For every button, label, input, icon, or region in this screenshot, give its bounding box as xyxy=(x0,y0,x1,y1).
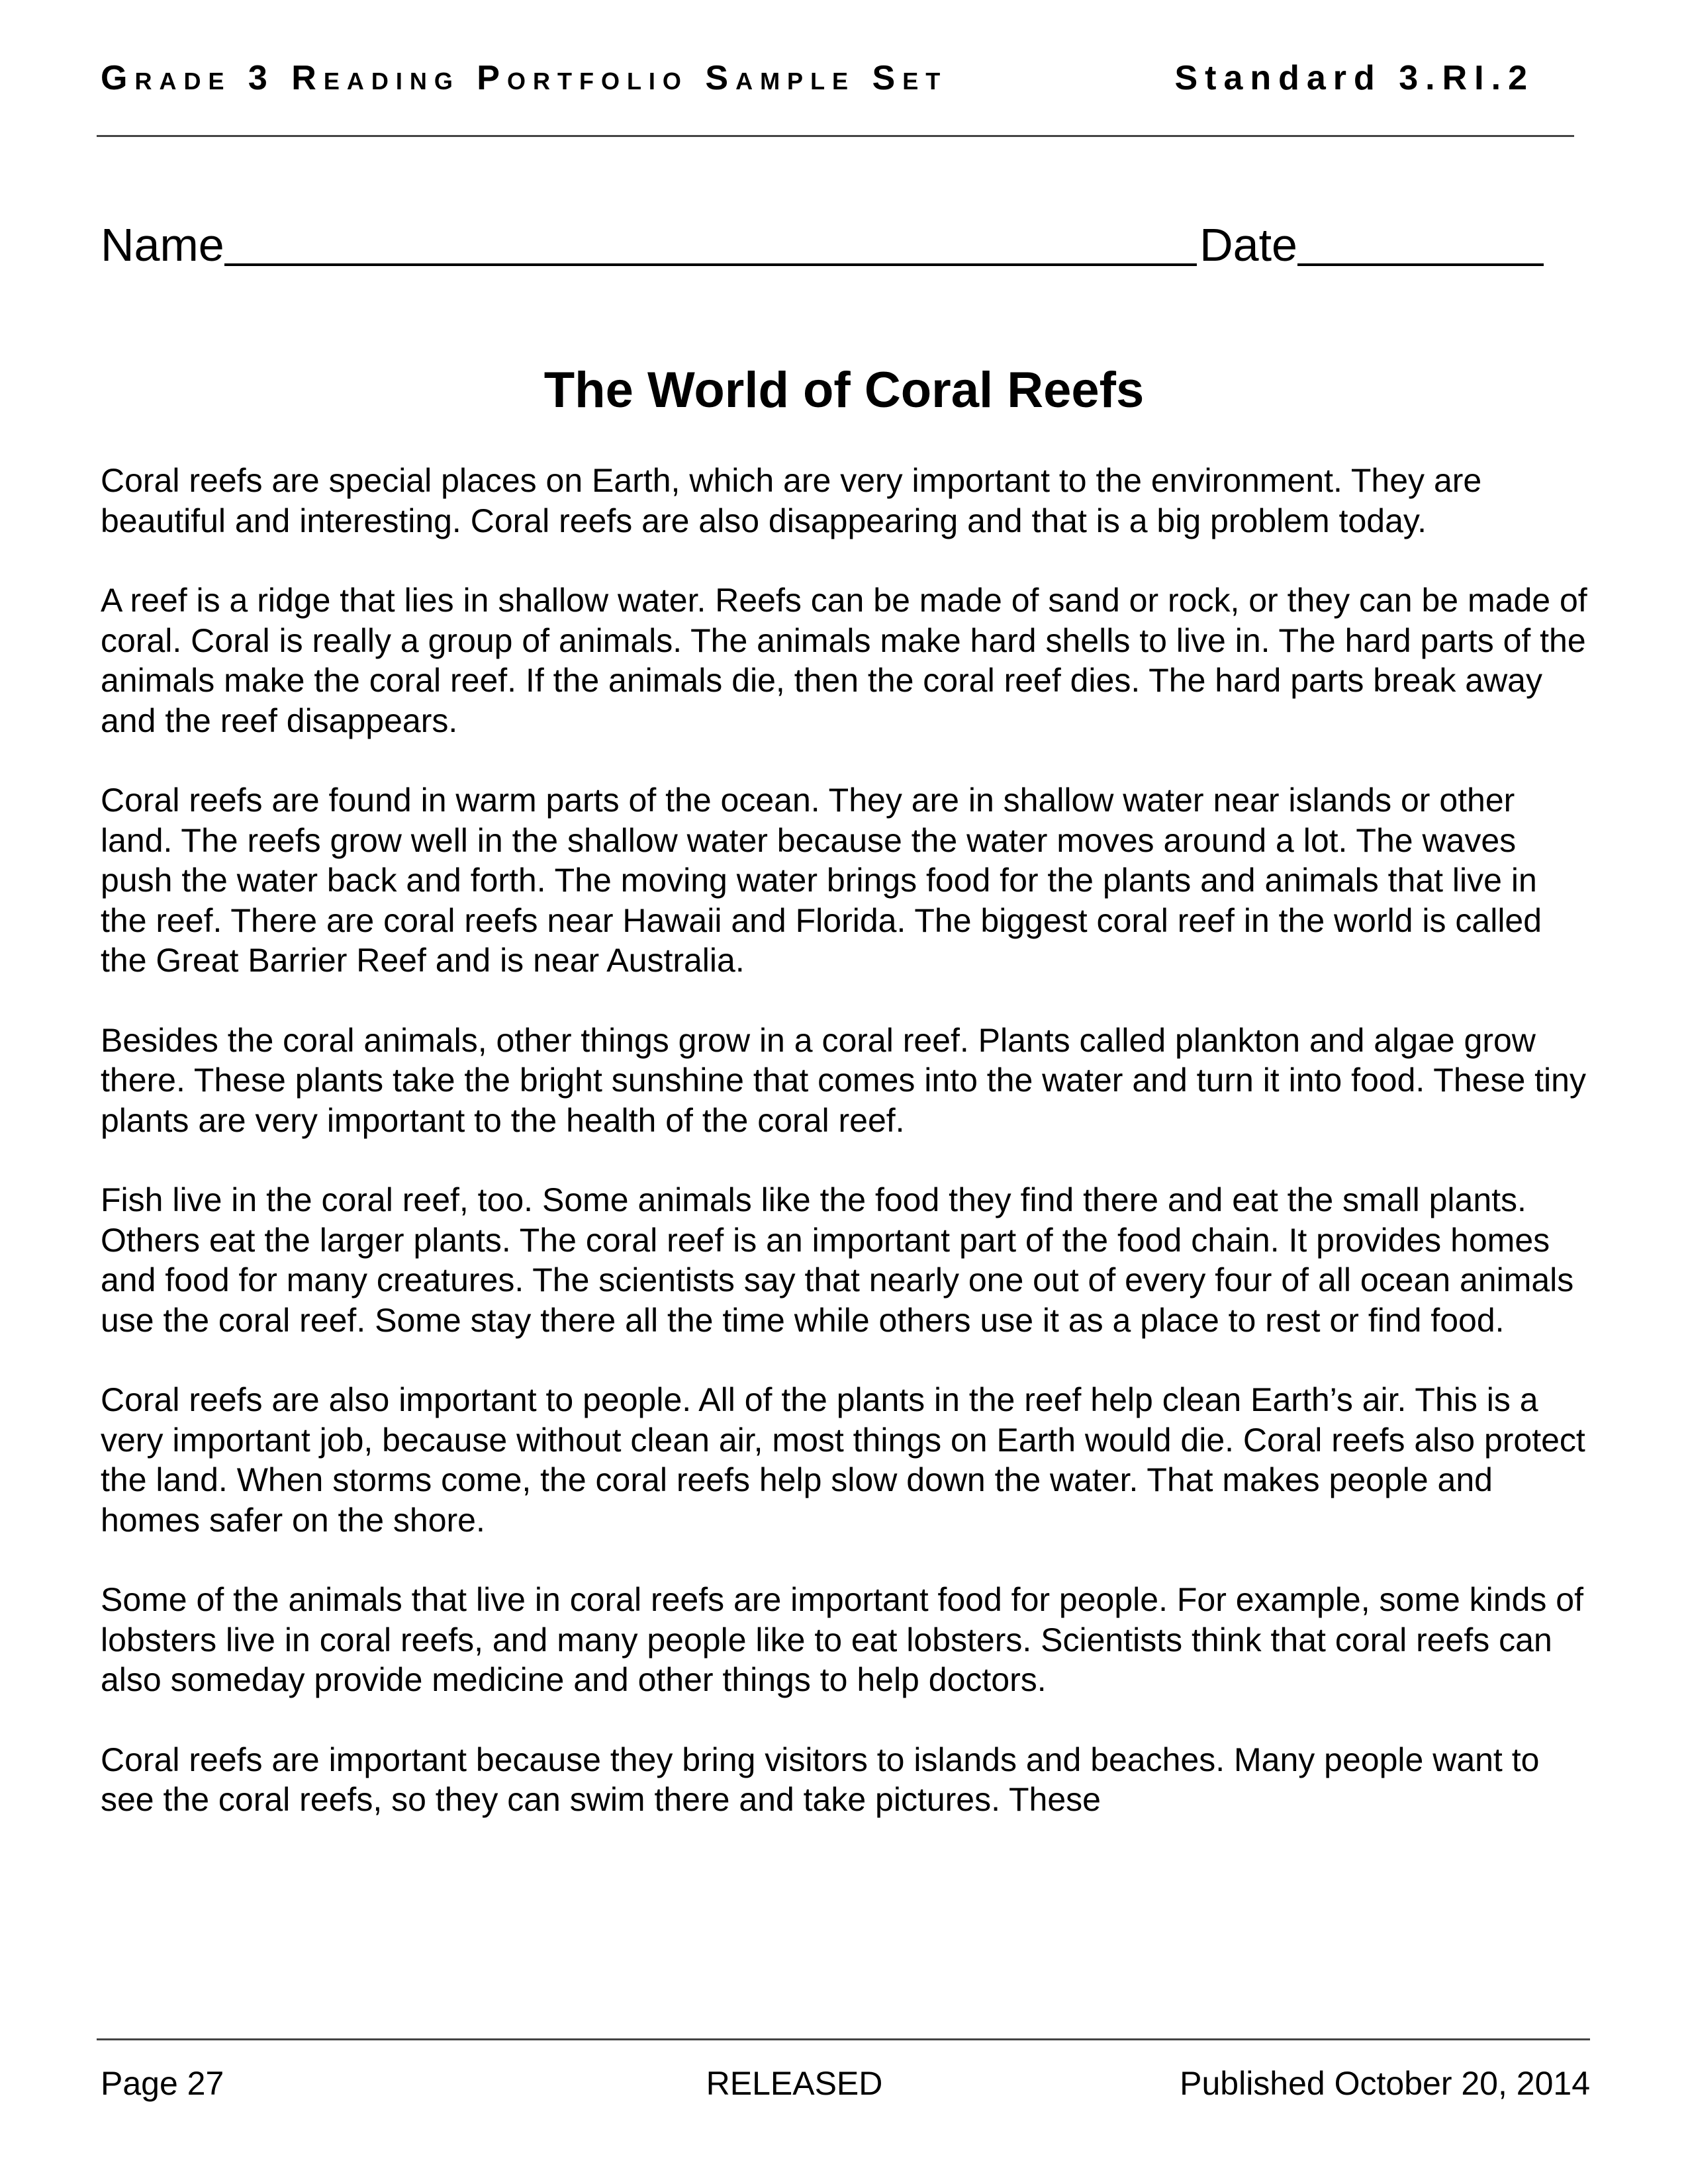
portfolio-title: Grade 3 Reading Portfolio Sample Set xyxy=(101,59,948,97)
paragraph: Coral reefs are also important to people. All of the plants in the reef help clean Earth’s air. This is a very important job, because without clean air, most things on Earth would die. Coral reefs also protect the land. When storms come, the coral reefs help slow down the water. That makes people and homes safer on the shore. xyxy=(101,1381,1585,1539)
paragraph: Coral reefs are important because they bring visitors to islands and beaches. Many people want to see the coral reefs, so they can swim there and take pictures. These xyxy=(101,1741,1540,1818)
footer-divider xyxy=(97,2038,1590,2040)
article-body xyxy=(101,461,1590,1860)
name-date-row xyxy=(101,212,1544,271)
release-status: RELEASED xyxy=(706,2065,883,2102)
paragraph: Some of the animals that live in coral reefs are important food for people. For example, some kinds of lobsters live in coral reefs, and many people like to eat lobsters. Scientists think that coral reefs can also someday provide medicine and other things to help doctors. xyxy=(101,1581,1583,1698)
published-date: Published October 20, 2014 xyxy=(1180,2065,1590,2102)
paragraph: Besides the coral animals, other things grow in a coral reef. Plants called plankton and algae grow there. These plants take the bright sunshine that comes into the water and turn it into food. These tiny plants are very important to the health of the coral reef. xyxy=(101,1021,1586,1139)
header-divider xyxy=(97,135,1574,137)
page-number: Page 27 xyxy=(101,2065,224,2102)
paragraph: Coral reefs are special places on Earth, which are very important to the environment. They are beautiful and interesting. Coral reefs are also disappearing and that is a big problem today. xyxy=(101,462,1482,539)
paragraph: A reef is a ridge that lies in shallow water. Reefs can be made of sand or rock, or they can be made of coral. Coral is really a group of animals. The animals make hard shells to live in. The hard parts of the animals make the coral reef. If the animals die, then the coral reef dies. The hard parts break away and the reef disappears. xyxy=(101,582,1587,739)
paragraph: Coral reefs are found in warm parts of the ocean. They are in shallow water near islands or other land. The reefs grow well in the shallow water because the water moves around a lot. The waves push the water back and forth. The moving water brings food for the plants and animals that live in the reef. There are coral reefs near Hawaii and Florida. The biggest coral reef in the world is called the Great Barrier Reef and is near Australia. xyxy=(101,782,1542,979)
paragraph: Fish live in the coral reef, too. Some animals like the food they find there and eat the small plants. Others eat the larger plants. The coral reef is an important part of the food chain. It provides homes and food for many creatures. The scientists say that nearly one out of every four of all ocean animals use the coral reef. Some stay there all the time while others use it as a place to rest or find food. xyxy=(101,1181,1574,1339)
date-blank-line xyxy=(1297,220,1544,266)
standard-label: Standard 3.RI.2 xyxy=(1174,59,1534,97)
name-label: Name xyxy=(101,219,224,271)
name-blank-line xyxy=(224,220,1197,266)
article-title: The World of Coral Reefs xyxy=(543,362,1145,418)
date-label: Date xyxy=(1199,219,1297,271)
